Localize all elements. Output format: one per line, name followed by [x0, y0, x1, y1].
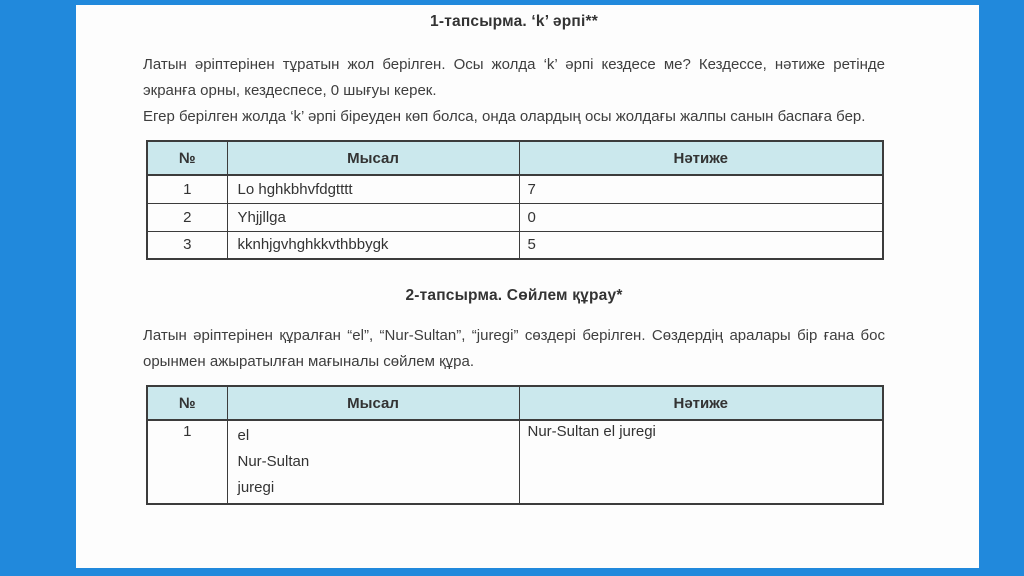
table-row [147, 175, 883, 203]
table-row [147, 203, 883, 231]
row-number: 3 [147, 231, 227, 259]
document-page [76, 5, 979, 568]
task2-examples-table [146, 385, 884, 505]
example-value: Yhjjllga [227, 203, 519, 231]
task1-examples-table [146, 140, 884, 260]
table-row [147, 231, 883, 259]
column-header-number: № [147, 141, 227, 175]
example-value: kknhjgvhghkkvthbbygk [227, 231, 519, 259]
task1-paragraph-2: Егер берілген жолда ‘k’ әрпі біреуден көп болса, онда олардың осы жолдағы жалпы санын баспаға бер. [143, 108, 866, 125]
example-value: Lo hghkbhvfdgtttt [227, 175, 519, 203]
task2-paragraph-1: Латын әріптерінен құралған “el”, “Nur-Sultan”, “juregi” сөздері берілген. Сөздердің аралары бір ғана бос орынмен ажыратылған мағыналы сөйлем құра. [143, 327, 885, 370]
table-header-row [147, 141, 883, 175]
result-value: 5 [519, 231, 883, 259]
result-value: 0 [519, 203, 883, 231]
column-header-number: № [147, 386, 227, 420]
row-number: 1 [147, 175, 227, 203]
result-value: Nur-Sultan el juregi [519, 420, 883, 504]
task1-paragraph-1: Латын әріптерінен тұратын жол берілген. Осы жолда ‘k’ әрпі кездесе ме? Кездессе, нәтиже ретінде экранға орны, кездеспесе, 0 шығуы керек. [143, 56, 885, 99]
table-row [147, 420, 883, 504]
column-header-result: Нәтиже [519, 386, 883, 420]
page-content [143, 13, 885, 505]
result-value: 7 [519, 175, 883, 203]
task1-title: 1-тапсырма. ‘k’ әрпі** [430, 13, 598, 30]
example-line: juregi [237, 479, 275, 496]
example-line: el [237, 427, 250, 444]
example-value [227, 420, 519, 504]
row-number: 1 [147, 420, 227, 504]
column-header-result: Нәтиже [519, 141, 883, 175]
task2-title: 2-тапсырма. Сөйлем құрау* [405, 287, 623, 304]
column-header-example: Мысал [227, 386, 519, 420]
row-number: 2 [147, 203, 227, 231]
example-line: Nur-Sultan [237, 453, 310, 470]
column-header-example: Мысал [227, 141, 519, 175]
table-header-row [147, 386, 883, 420]
